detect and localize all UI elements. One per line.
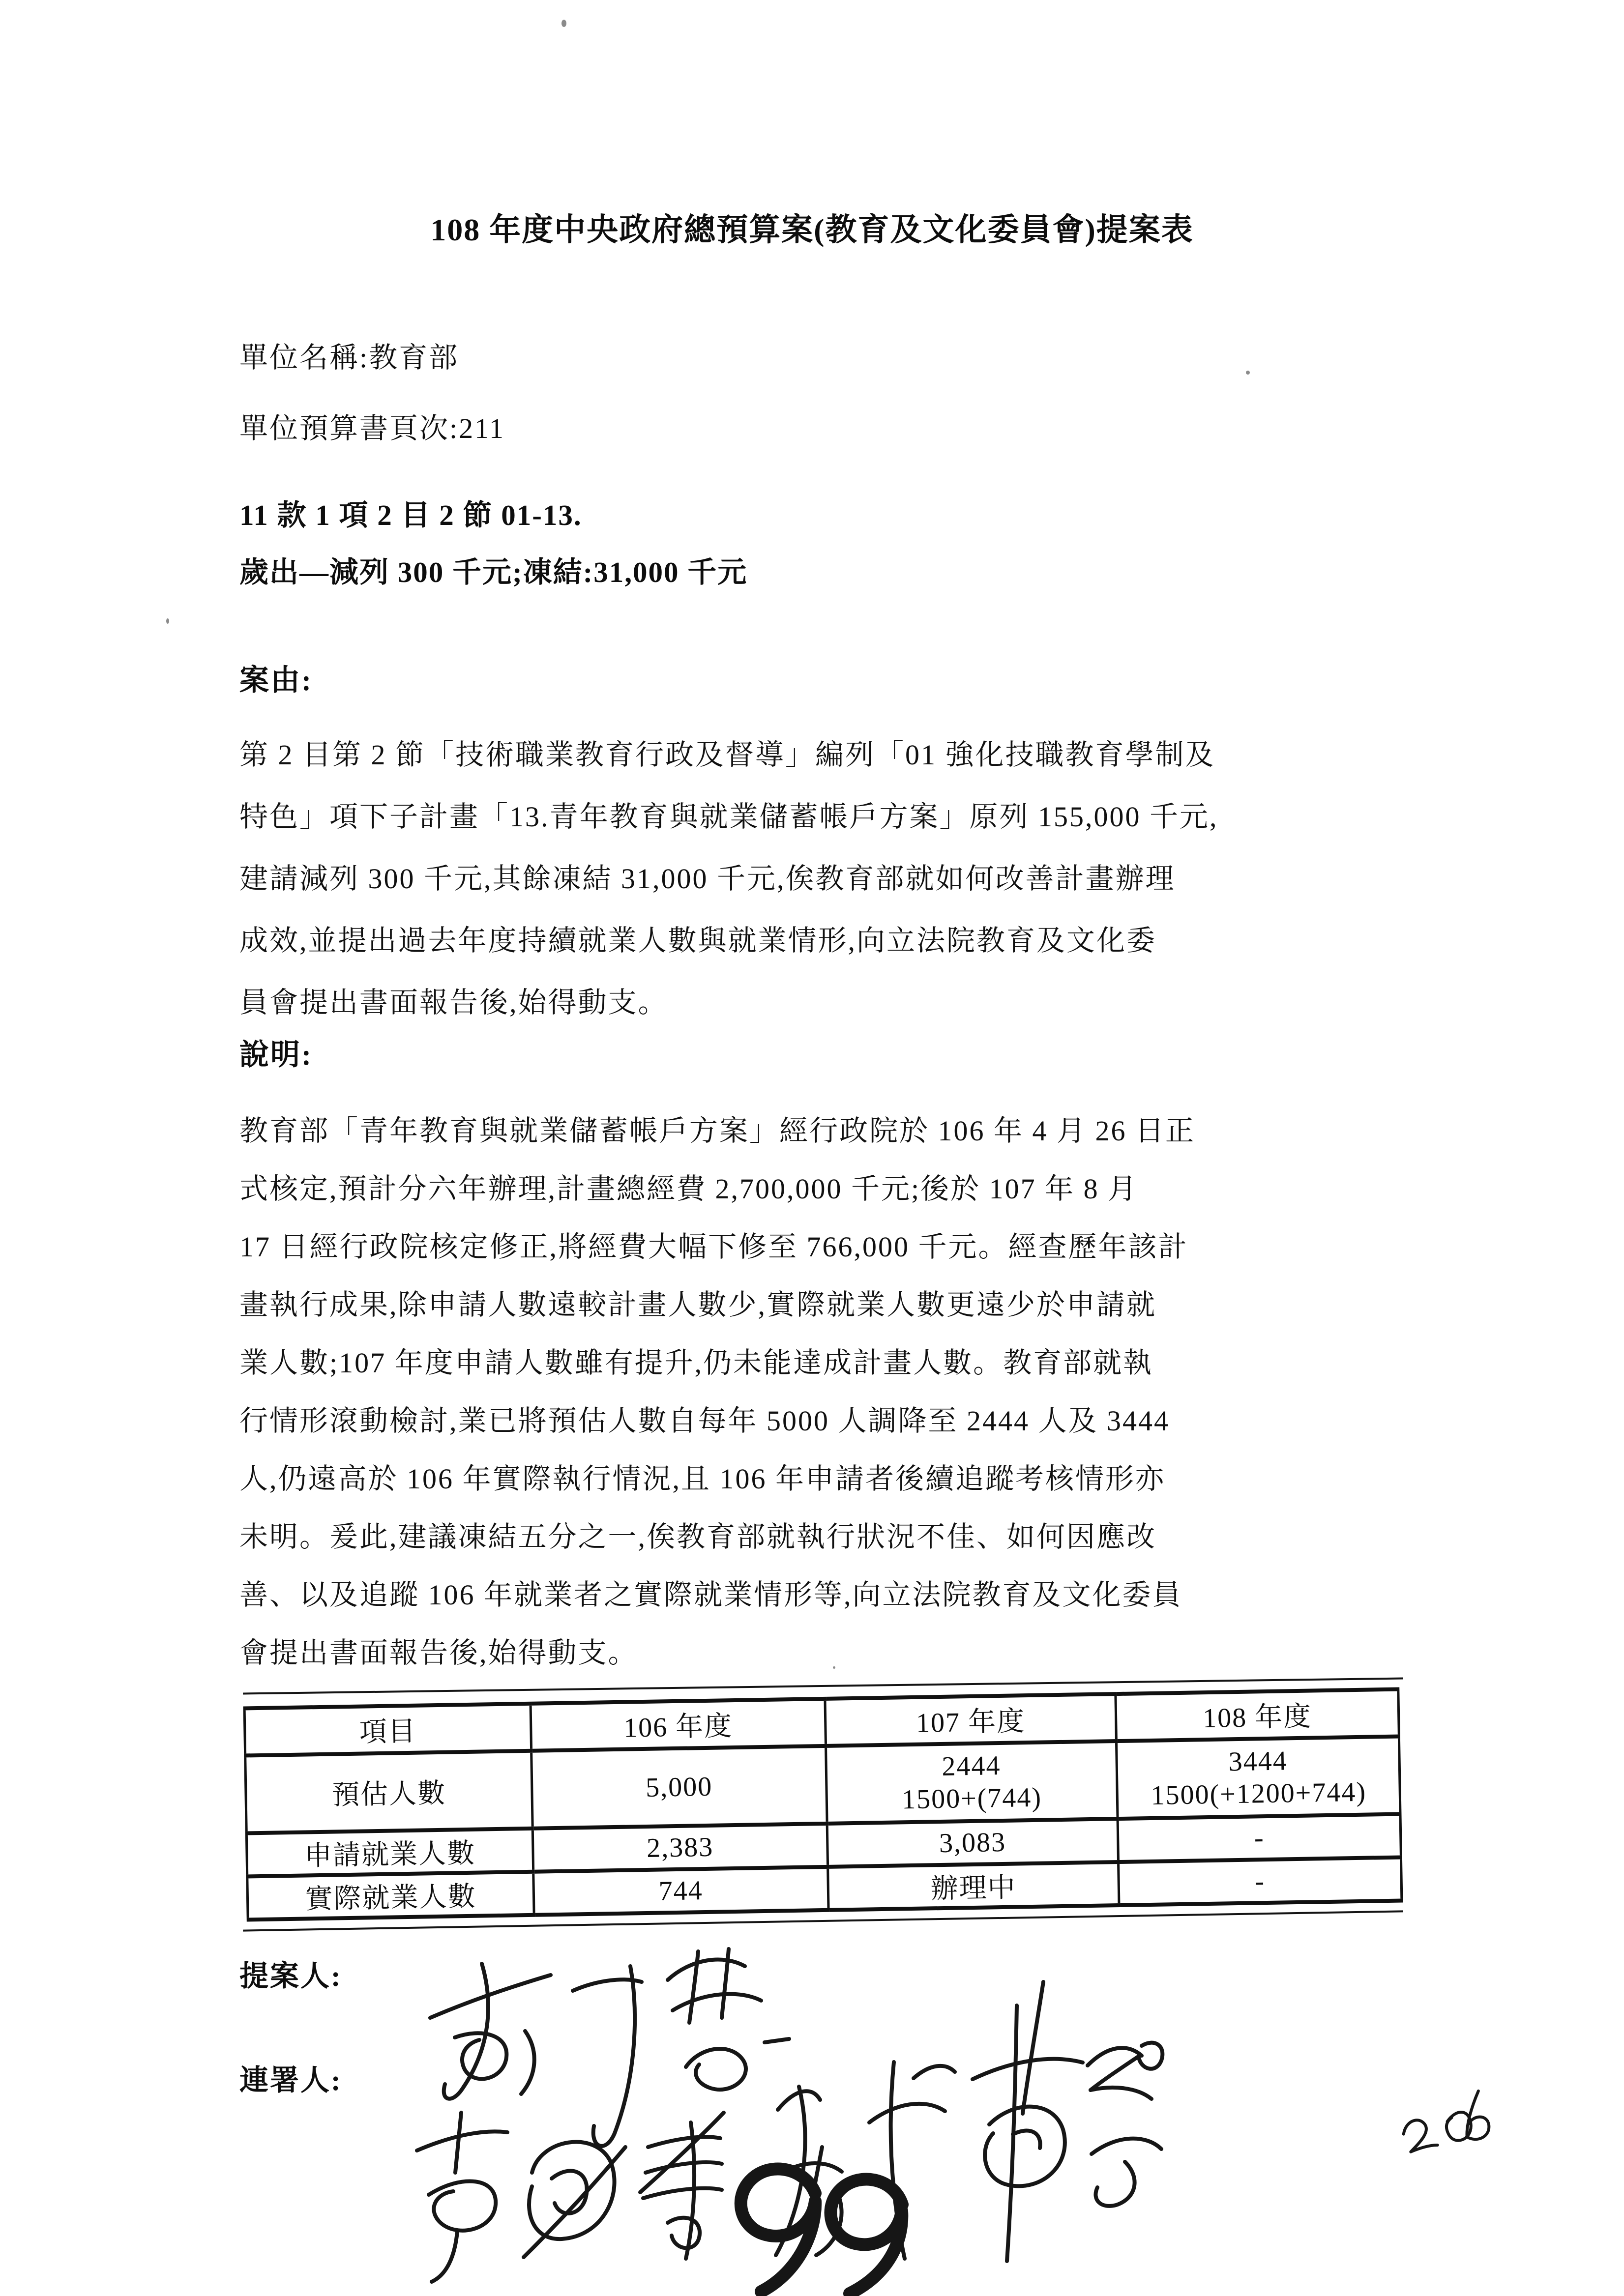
case-line: 特色」項下子計畫「13.青年教育與就業儲蓄帳戶方案」原列 155,000 千元, xyxy=(239,801,1218,833)
row-label: 實際就業人數 xyxy=(247,1872,534,1920)
handwritten-annotation-99 xyxy=(741,2169,902,2294)
explanation-line: 善、以及追蹤 106 年就業者之實際就業情形等,向立法院教育及文化委員 xyxy=(239,1579,1182,1611)
cell-fy106: 744 xyxy=(533,1867,828,1915)
row-label: 預估人數 xyxy=(245,1751,533,1833)
table-header-fy107: 107 年度 xyxy=(825,1694,1116,1746)
cell-value: 5,000 xyxy=(645,1771,713,1803)
explanation-line: 17 日經行政院核定修正,將經費大幅下修至 766,000 千元。經查歷年該計 xyxy=(239,1231,1188,1263)
page-title: 108 年度中央政府總預算案(教育及文化委員會)提案表 xyxy=(430,212,1194,247)
explanation-line: 業人數;107 年度申請人數雖有提升,仍未能達成計畫人數。教育部就執 xyxy=(239,1347,1153,1379)
cell-value: 1500+(744) xyxy=(901,1782,1042,1815)
cell-value: 2444 xyxy=(941,1750,1002,1782)
explanation-heading: 說明: xyxy=(239,1039,313,1071)
case-line: 建請減列 300 千元,其餘凍結 31,000 千元,俟教育部就如何改善計畫辦理 xyxy=(239,863,1176,895)
budget-amount-line: 歲出—減列 300 千元;凍結:31,000 千元 xyxy=(239,556,748,588)
cell-fy106: 2,383 xyxy=(532,1824,827,1872)
explanation-line: 行情形滾動檢討,業已將預估人數自每年 5000 人調降至 2444 人及 3444 xyxy=(239,1405,1170,1437)
budget-item-reference: 11 款 1 項 2 目 2 節 01-13. xyxy=(239,499,582,531)
table-header-fy108: 108 年度 xyxy=(1116,1689,1399,1742)
explanation-line: 會提出書面報告後,始得動支。 xyxy=(239,1637,638,1669)
case-line: 第 2 目第 2 節「技術職業教育行政及督導」編列「01 強化技職教育學制及 xyxy=(239,739,1215,771)
explanation-line: 人,仍遠高於 106 年實際執行情況,且 106 年申請者後續追蹤考核情形亦 xyxy=(239,1463,1166,1495)
cell-fy107 xyxy=(826,1741,1118,1824)
cell-fy107: 辦理中 xyxy=(827,1862,1119,1910)
scan-speck xyxy=(166,618,169,624)
cell-value: 1500(+1200+744) xyxy=(1151,1776,1367,1811)
explanation-line: 教育部「青年教育與就業儲蓄帳戶方案」經行政院於 106 年 4 月 26 日正 xyxy=(239,1115,1196,1147)
scan-speck xyxy=(1246,371,1250,375)
unit-budget-page-number: 單位預算書頁次:211 xyxy=(239,412,505,444)
case-paragraph xyxy=(239,728,1434,1038)
cell-fy108: - xyxy=(1118,1814,1401,1862)
table-header-fy106: 106 年度 xyxy=(531,1699,826,1751)
proposer-label: 提案人: xyxy=(239,1960,342,1992)
explanation-line: 未明。爰此,建議凍結五分之一,俟教育部就執行狀況不佳、如何因應改 xyxy=(239,1521,1157,1553)
signature-cosigner-1 xyxy=(417,2113,724,2282)
row-label: 申請就業人數 xyxy=(246,1829,533,1877)
cell-fy108: - xyxy=(1118,1858,1401,1906)
cell-value: 3444 xyxy=(1228,1745,1288,1777)
case-heading: 案由: xyxy=(239,664,313,697)
case-line: 成效,並提出過去年度持續就業人數與就業情形,向立法院教育及文化委 xyxy=(239,925,1157,957)
explanation-line: 畫執行成果,除申請人數遠較計畫人數少,實際就業人數更遠少於申請就 xyxy=(239,1289,1157,1321)
cosigner-label: 連署人: xyxy=(239,2064,342,2096)
table-header-item: 項目 xyxy=(244,1704,531,1756)
explanation-line: 式核定,預計分六年辦理,計畫總經費 2,700,000 千元;後於 107 年 8 月 xyxy=(239,1173,1138,1205)
scan-speck xyxy=(561,20,566,27)
scan-speck xyxy=(833,1666,835,1669)
cell-fy107: 3,083 xyxy=(827,1819,1119,1867)
signature-proposer xyxy=(430,1949,789,2146)
cell-fy106 xyxy=(531,1746,827,1829)
handwritten-signatures xyxy=(207,1917,1524,2296)
unit-name: 單位名稱:教育部 xyxy=(239,342,459,374)
handwritten-page-number xyxy=(1398,2090,1491,2152)
cell-fy108 xyxy=(1116,1737,1400,1819)
explanation-paragraph xyxy=(239,1106,1434,1686)
statistics-table xyxy=(243,1687,1403,1922)
case-line: 員會提出書面報告後,始得動支。 xyxy=(239,987,668,1018)
